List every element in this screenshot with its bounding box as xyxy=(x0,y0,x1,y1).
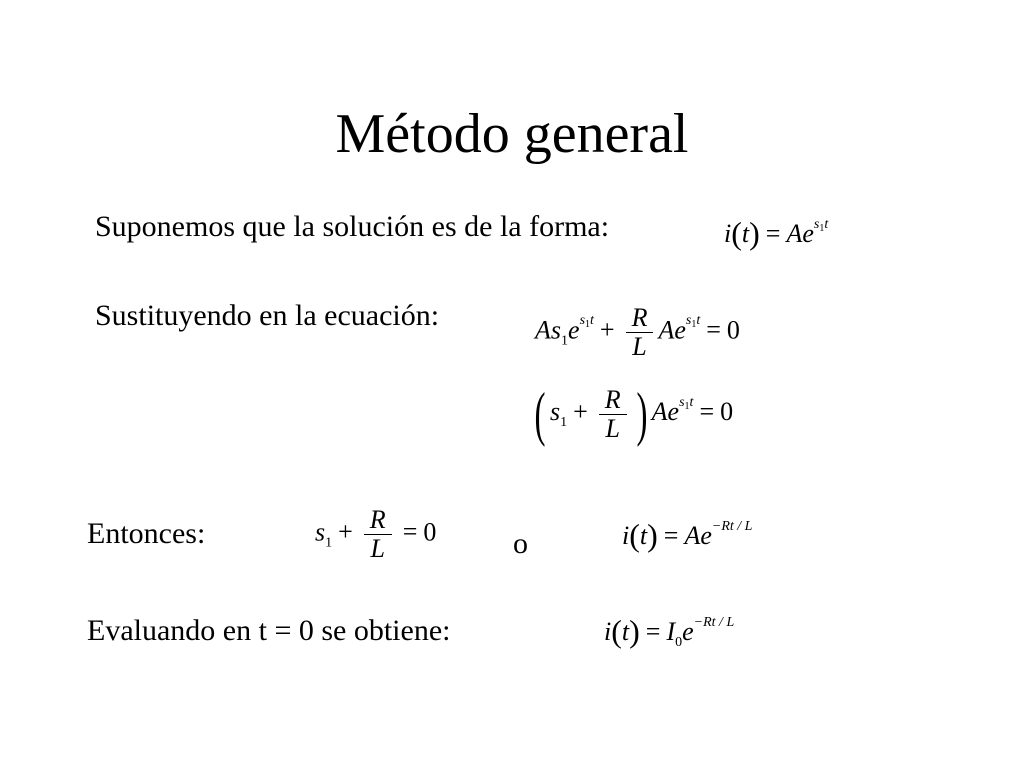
equation-s1-plus-r-over-l: $s_1$ + $\frac{R}{L}$ = 0 xyxy=(315,505,437,563)
equation-i-t-i0-e-neg-rt-l: $i(t) = I_0e^{-Rt / L}$ xyxy=(604,613,735,650)
text-o: o xyxy=(513,527,528,560)
text-entonces: Entonces: xyxy=(87,517,206,550)
text-suponemos: Suponemos que la solución es de la forma: xyxy=(95,210,610,243)
fraction-r-over-l: $\frac{R}{L}$ xyxy=(364,506,392,563)
fraction-r-over-l: $\frac{R}{L}$ xyxy=(626,304,654,361)
text-evaluando: Evaluando en t = 0 se obtiene: xyxy=(87,614,451,647)
equation-i-t-ae-s1t: $i(t) = Ae^{s_1t}$ xyxy=(724,215,829,251)
equation-factored: ( $s_1$ + $\frac{R}{L}$ ) $Ae^{s_1t} = 0$ xyxy=(534,381,734,447)
fraction-r-over-l: $\frac{R}{L}$ xyxy=(599,386,627,443)
equation-substituted: $As_1e^{s_1t}$ + $\frac{R}{L}$ $Ae^{s_1t} = 0$ xyxy=(535,303,740,361)
page-title: Método general xyxy=(335,103,689,165)
equation-i-t-ae-neg-rt-l: $i(t) = Ae^{-Rt / L}$ xyxy=(622,517,753,553)
text-sustituyendo: Sustituyendo en la ecuación: xyxy=(95,299,440,332)
